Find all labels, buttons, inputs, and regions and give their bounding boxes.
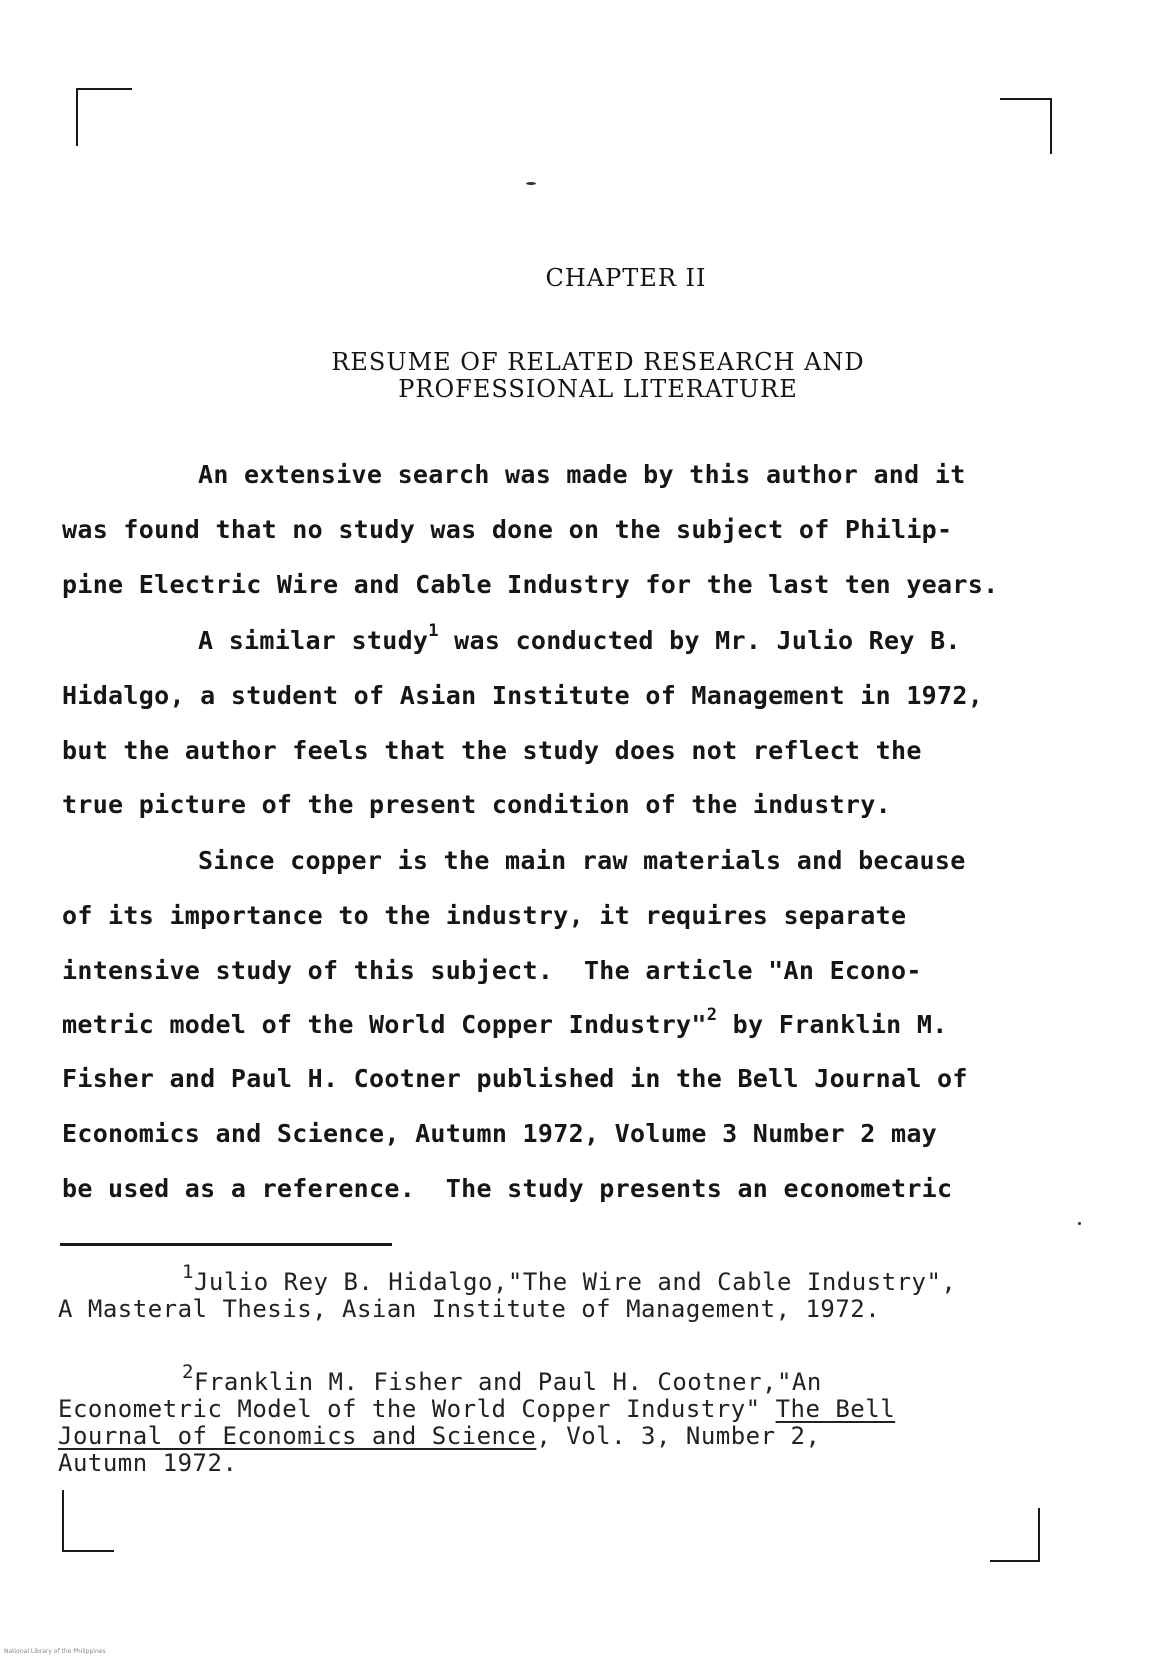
footnote-2-line: [58, 1395, 895, 1423]
paragraph-3-line: Economics and Science, Autumn 1972, Volume 3 Number 2 may: [62, 1119, 938, 1148]
footnote-2-line: [182, 1361, 822, 1396]
journal-title-underlined: Journal of Economics and Science: [58, 1422, 537, 1450]
footnote-1-line: A Masteral Thesis, Asian Institute of Management, 1972.: [58, 1295, 881, 1323]
scan-footer-text: National Library of the Philippines: [4, 1648, 106, 1655]
paragraph-3-line: intensive study of this subject. The article "An Econo-: [62, 956, 922, 985]
footnote-separator: [60, 1243, 392, 1246]
text-span: A similar study: [198, 626, 429, 655]
footnote-number: 1: [182, 1261, 194, 1283]
crop-mark-top-left-vertical: [76, 88, 78, 146]
text-span: by Franklin M.: [717, 1010, 948, 1039]
paragraph-2-line: but the author feels that the study does not reflect the: [62, 736, 922, 765]
paragraph-1-line: An extensive search was made by this author and it: [198, 460, 966, 489]
text-span: was conducted by Mr. Julio Rey B.: [438, 626, 961, 655]
text-span: Econometric Model of the World Copper Industry": [58, 1395, 776, 1423]
crop-mark-bottom-right-vertical: [1038, 1508, 1040, 1562]
paragraph-1-line: pine Electric Wire and Cable Industry for the last ten years.: [62, 570, 999, 599]
paragraph-3-line: Fisher and Paul H. Cootner published in the Bell Journal of: [62, 1064, 968, 1093]
crop-mark-bottom-left-vertical: [62, 1490, 64, 1552]
footnote-1-line: [182, 1261, 957, 1296]
section-heading-line-1: RESUME OF RELATED RESEARCH AND: [331, 348, 865, 376]
paragraph-3-line: of its importance to the industry, it requires separate: [62, 901, 907, 930]
footnote-reference-1: 1: [428, 620, 439, 641]
chapter-title: CHAPTER II: [545, 264, 707, 292]
crop-mark-bottom-left-horizontal: [62, 1550, 114, 1552]
section-heading-line-2: PROFESSIONAL LITERATURE: [398, 375, 798, 403]
scan-speck: [526, 182, 536, 185]
paragraph-3-line: [62, 1004, 948, 1039]
scan-speck: [1078, 1222, 1081, 1225]
crop-mark-top-right-horizontal: [1000, 98, 1052, 100]
text-span: metric model of the World Copper Industry": [62, 1010, 707, 1039]
paragraph-3-line: be used as a reference. The study presents an econometric: [62, 1174, 953, 1203]
journal-title-underlined: The Bell: [775, 1395, 896, 1423]
footnote-2-line: Autumn 1972.: [58, 1449, 238, 1477]
crop-mark-top-right-vertical: [1050, 98, 1052, 154]
paragraph-2-line: true picture of the present condition of the industry.: [62, 790, 891, 819]
crop-mark-top-left-horizontal: [76, 88, 132, 90]
text-span: Julio Rey B. Hidalgo,"The Wire and Cable Industry",: [193, 1268, 957, 1296]
paragraph-1-line: was found that no study was done on the subject of Philip-: [62, 515, 953, 544]
footnote-2-line: [58, 1422, 820, 1450]
text-span: , Vol. 3, Number 2,: [536, 1422, 821, 1450]
footnote-reference-2: 2: [706, 1004, 718, 1025]
paragraph-3-line: Since copper is the main raw materials and because: [198, 846, 966, 875]
paragraph-2-line: [198, 620, 961, 655]
footnote-number: 2: [182, 1361, 194, 1383]
paragraph-2-line: Hidalgo, a student of Asian Institute of Management in 1972,: [62, 681, 984, 710]
text-span: Franklin M. Fisher and Paul H. Cootner,"An: [193, 1368, 822, 1396]
crop-mark-bottom-right-horizontal: [990, 1560, 1040, 1562]
